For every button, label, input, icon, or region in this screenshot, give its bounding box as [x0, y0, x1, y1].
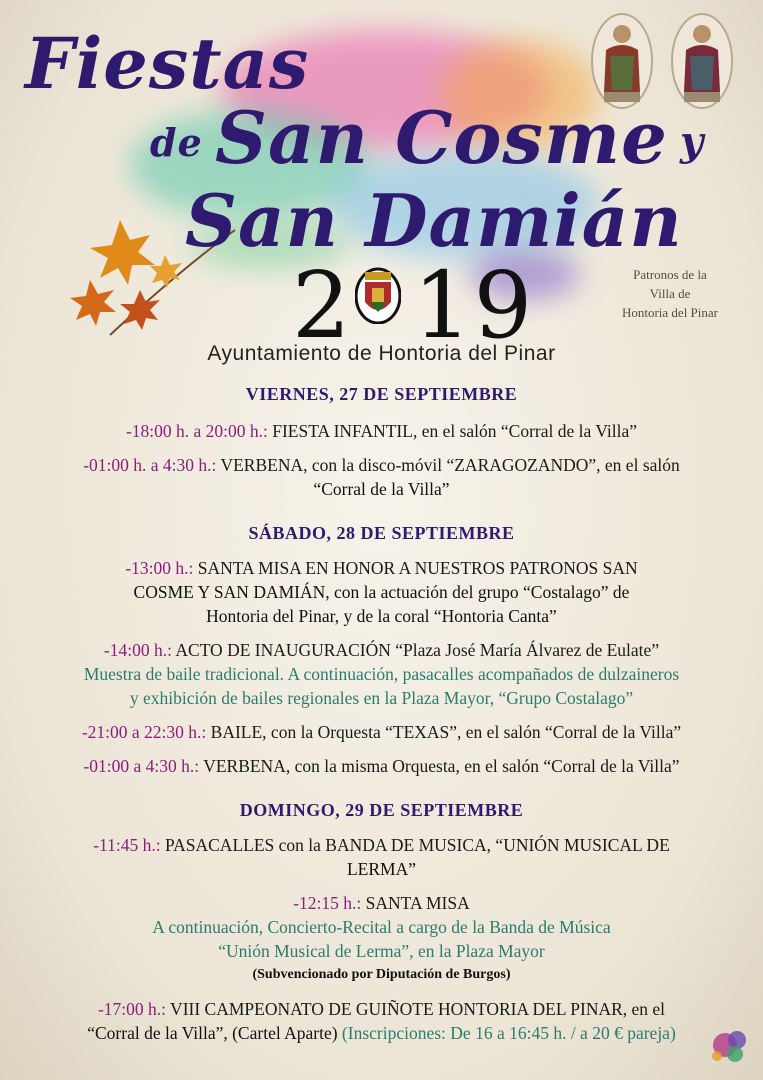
event-text: BAILE, con la Orquesta “TEXAS”, en el salón “Corral de la Villa” [206, 722, 682, 742]
patronos-line: Hontoria del Pinar [621, 305, 719, 320]
day-heading: SÁBADO, 28 DE SEPTIEMBRE [248, 523, 515, 543]
event-time: -21:00 a 22:30 h.: [81, 722, 207, 742]
event-time: -01:00 h. a 4:30 h.: [83, 455, 217, 475]
event [0, 638, 763, 710]
event-text: “Corral de la Villa” [313, 479, 450, 499]
title-fiestas: Fiestas [25, 22, 310, 105]
event-time: -17:00 h.: [97, 999, 166, 1019]
event [0, 754, 763, 778]
organizer: Ayuntamiento de Hontoria del Pinar [207, 342, 556, 365]
paint-blot-icon [705, 1020, 755, 1070]
event-text: COSME Y SAN DAMIÁN, con la actuación del grupo “Costalago” de [133, 582, 630, 602]
title-de: de [150, 120, 203, 165]
event-time: -12:15 h.: [293, 893, 362, 913]
event-text: SANTA MISA [361, 893, 470, 913]
program [0, 384, 763, 1045]
event-time: -11:45 h.: [93, 835, 161, 855]
title-y: y [680, 118, 705, 165]
event-text: FIESTA INFANTIL, en el salón “Corral de la Villa” [267, 421, 638, 441]
municipal-crest-icon [355, 266, 401, 324]
event [0, 419, 763, 443]
patronos-line: Patronos de la [633, 267, 707, 282]
event-text: y exhibición de bailes regionales en la Plaza Mayor, “Grupo Costalago” [129, 688, 634, 708]
event-time: -13:00 h.: [125, 558, 194, 578]
patronos-caption [600, 265, 740, 322]
event-text: VERBENA, con la misma Orquesta, en el salón “Corral de la Villa” [199, 756, 680, 776]
event-text: VERBENA, con la disco-móvil “ZARAGOZANDO”, en el salón [216, 455, 680, 475]
event-text: PASACALLES con la BANDA DE MUSICA, “UNIÓN MUSICAL DE [160, 835, 670, 855]
year-digits: 19 [413, 252, 535, 359]
event-text: (Inscripciones: De 16 a 16:45 h. / a 20 € pareja) [341, 1023, 676, 1043]
day-heading: VIERNES, 27 DE SEPTIEMBRE [245, 384, 518, 404]
event-text: Muestra de baile tradicional. A continuación, pasacalles acompañados de dulzaineros [83, 664, 680, 684]
event-time: -18:00 h. a 20:00 h.: [125, 421, 268, 441]
event-time: -14:00 h.: [103, 640, 172, 660]
event-text: VIII CAMPEONATO DE GUIÑOTE HONTORIA DEL PINAR, en el [166, 999, 666, 1019]
event [0, 833, 763, 881]
event-text: “Corral de la Villa”, (Cartel Aparte) [87, 1023, 342, 1043]
event [0, 997, 763, 1045]
event-text: “Unión Musical de Lerma”, en la Plaza Mayor [218, 941, 545, 961]
saint-statue-icon [670, 12, 734, 110]
event [0, 891, 763, 987]
day-heading: DOMINGO, 29 DE SEPTIEMBRE [239, 800, 524, 820]
event-time: -01:00 a 4:30 h.: [83, 756, 200, 776]
event [0, 453, 763, 501]
event-text: ACTO DE INAUGURACIÓN “Plaza José María Álvarez de Eulate” [171, 640, 660, 660]
event-text: A continuación, Concierto-Recital a cargo de la Banda de Música [152, 917, 611, 937]
event [0, 556, 763, 628]
event [0, 720, 763, 744]
title-san-damian: San Damián [185, 178, 683, 263]
patronos-line: Villa de [649, 286, 691, 301]
event-note: (Subvencionado por Diputación de Burgos) [252, 967, 511, 982]
event-text: Hontoria del Pinar, y de la coral “Hontoria Canta” [206, 606, 557, 626]
year-digit: 2 [292, 252, 353, 359]
event-text: SANTA MISA EN HONOR A NUESTROS PATRONOS SAN [193, 558, 638, 578]
event-text: LERMA” [346, 859, 417, 879]
title-san-cosme: San Cosme [215, 95, 668, 180]
